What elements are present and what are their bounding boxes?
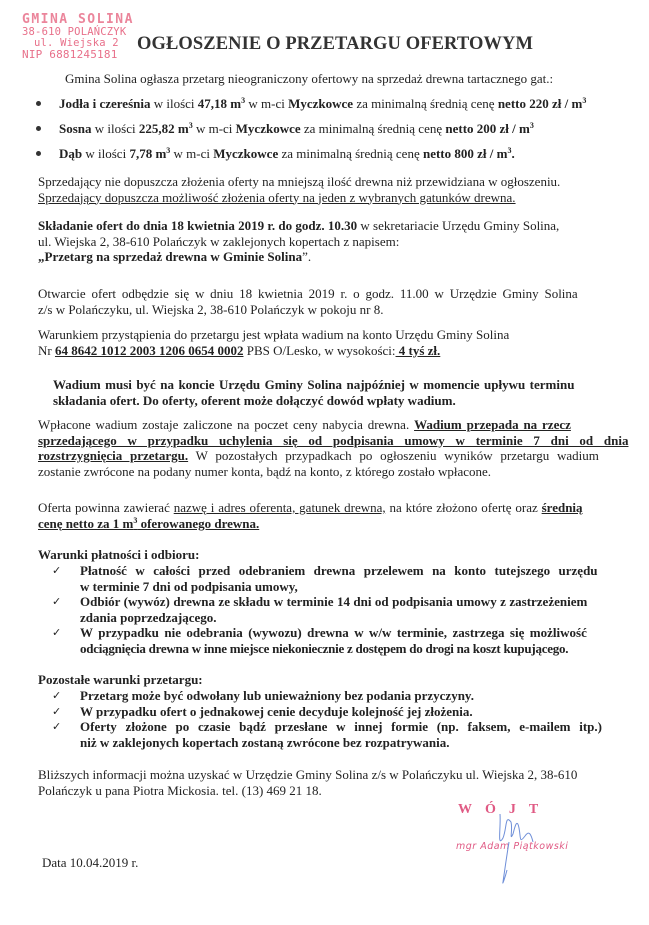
bullet-icon — [36, 126, 41, 131]
lot-item — [36, 121, 636, 146]
note-line-1: Sprzedający nie dopuszcza złożenia oferty na mniejszą ilość drewna niż przewidziana w ogłoszeniu. — [38, 174, 561, 189]
envelope-label: „Przetarg na sprzedaż drewna w Gminie Solina — [38, 249, 303, 264]
envelope-label-end: ”. — [302, 249, 312, 264]
checkmark-icon: ✓ — [52, 720, 62, 733]
signatory-name: mgr Adam Piątkowski — [456, 841, 569, 852]
lot-place: Myczkowce — [288, 96, 354, 111]
opening-line-1: Otwarcie ofert odbędzie się w dniu 18 kwietnia 2019 r. o godz. 11.00 w Urzędzie Gminy Solina — [38, 286, 578, 301]
lot-species: Dąb — [59, 146, 83, 161]
payment-item-line-2: odciągnięcia drewna w inne miejsce niekoniecznie z dostępem do drogi na koszt kupującego. — [80, 640, 569, 656]
stamp-line-4: NIP 6881245181 — [22, 48, 118, 61]
lot-price: netto 220 zł / m — [497, 96, 583, 111]
checkmark-icon: ✓ — [52, 595, 62, 608]
account-number: 64 8642 1012 2003 1206 0654 0002 — [54, 342, 244, 358]
handwritten-signature — [495, 808, 555, 888]
payment-item-line-1: W przypadku nie odebrania (wywozu) drewna w w/w terminie, zastrzega się możliwość — [80, 625, 587, 640]
other-conditions — [52, 688, 632, 750]
offer-text-2: na które złożono ofertę oraz — [385, 500, 542, 515]
note-line-2: Sprzedający dopuszcza możliwość złożenia oferty na jeden z wybranych gatunków drewna. — [38, 189, 516, 205]
offer-requirements — [38, 500, 618, 531]
deposit-section — [38, 327, 618, 358]
deposit-forfeit-3: rozstrzygnięcia przetargu. — [38, 448, 189, 463]
other-item-line-1: Przetarg może być odwołany lub unieważniony bez podania przyczyny. — [80, 688, 474, 703]
lot-species: Jodła i czereśnia — [59, 96, 151, 111]
opening-line-2: z/s w Polańczyku, ul. Wiejska 2, 38-610 Polańczyk w pokoju nr 8. — [38, 301, 384, 317]
bullet-icon — [36, 151, 41, 156]
lot-item — [36, 146, 636, 171]
document-title: OGŁOSZENIE O PRZETARGU OFERTOWYM — [137, 34, 534, 54]
other-item — [52, 719, 632, 750]
offer-bold-1: średnią — [541, 500, 583, 515]
sup: 3 — [166, 146, 171, 155]
deposit-deadline-line-2: składania ofert. Do oferty, oferent może dołączyć dowód wpłaty wadium. — [53, 392, 456, 408]
submission-deadline: Składanie ofert do dnia 18 kwietnia 2019 r. do godz. 10.30 — [38, 218, 358, 233]
sup: 3 — [507, 146, 512, 155]
deposit-deadline — [53, 377, 616, 408]
offer-text-1: Oferta powinna zawierać — [38, 500, 174, 515]
stamp-line-1: GMINA SOLINA — [22, 12, 134, 27]
deposit-rules — [38, 417, 629, 479]
payment-item-line-2: zdania poprzedzającego. — [80, 609, 217, 625]
payment-item — [52, 625, 632, 656]
document-date: Data 10.04.2019 r. — [42, 855, 139, 870]
intro-text: Gmina Solina ogłasza przetarg nieograniczony ofertowy na sprzedaż drewna tartacznego gat.: — [65, 71, 554, 86]
sup: 3 — [188, 121, 193, 130]
bullet-icon — [36, 101, 41, 106]
deposit-forfeit-1: Wadium przepada na rzecz — [414, 417, 571, 432]
payment-item — [52, 594, 632, 625]
lot-end: . — [511, 146, 515, 161]
other-item — [52, 688, 632, 704]
checkmark-icon: ✓ — [52, 626, 62, 639]
contact-line-1: Bliższych informacji można uzyskać w Urzędzie Gminy Solina z/s w Polańczyku ul. Wiejska 2, 38-610 — [38, 767, 578, 782]
submission-address: ul. Wiejska 2, 38-610 Polańczyk w zaklejonych kopertach z napisem: — [38, 233, 400, 249]
sup: 3 — [582, 96, 587, 105]
deposit-rules-text-3: W pozostałych przypadkach po ogłoszeniu wyników przetargu wadium — [188, 448, 599, 463]
lot-species: Sosna — [59, 121, 92, 136]
payment-item-line-1: Płatność w całości przed odebraniem drewna przelewem na konto tutejszego urzędu — [80, 563, 598, 578]
offer-bold-2a: cenę netto za 1 m — [38, 515, 134, 531]
office-stamp — [22, 13, 147, 61]
opening-section — [38, 286, 618, 317]
signature-stroke — [500, 814, 533, 883]
lot-qty-prefix: w ilości — [94, 121, 136, 136]
lot-qty: 47,18 m — [197, 96, 242, 111]
stamp-line-2: 38-610 POLAŃCZYK — [22, 26, 127, 38]
contact-line-2: Polańczyk u pana Piotra Mickosia. tel. (13) 469 21 18. — [38, 782, 322, 798]
lot-place: Myczkowce — [235, 121, 301, 136]
payment-item-line-2: w terminie 7 dni od podpisania umowy, — [80, 578, 298, 594]
lot-price-prefix: za minimalną średnią cenę — [281, 146, 420, 161]
checkmark-icon: ✓ — [52, 704, 62, 718]
submission-place: w sekretariacie Urzędu Gminy Solina, — [357, 218, 560, 233]
lot-qty-prefix: w ilości — [153, 96, 195, 111]
deposit-rules-text-1: Wpłacone wadium zostaje zaliczone na poczet ceny nabycia drewna. — [38, 417, 415, 432]
sup: 3 — [529, 121, 534, 130]
lot-price-prefix: za minimalną średnią cenę — [303, 121, 443, 136]
offer-underlined: nazwę i adres oferenta, gatunek drewna, — [173, 500, 386, 515]
other-item-line-2: niż w zaklejonych kopertach zostaną zwrócone bez rozpatrywania. — [80, 734, 450, 750]
checkmark-icon: ✓ — [52, 689, 62, 702]
sup: 3 — [241, 96, 246, 105]
deposit-line-1: Warunkiem przystąpienia do przetargu jest wpłata wadium na konto Urzędu Gminy Solina — [38, 327, 510, 342]
account-label: Nr — [38, 342, 55, 358]
deposit-deadline-line-1: Wadium musi być na koncie Urzędu Gminy Solina najpóźniej w momencie upływu terminu — [53, 377, 575, 392]
lot-price-prefix: za minimalną średnią cenę — [356, 96, 495, 111]
deposit-amount: 4 tyś zł. — [395, 342, 441, 358]
bank-name: PBS O/Lesko, w wysokości: — [243, 342, 396, 358]
lot-place-prefix: w m-ci — [248, 96, 285, 111]
stamp-line-3: ul. Wiejska 2 — [34, 37, 119, 49]
deposit-forfeit-2: sprzedającego w przypadku uchylenia się od podpisania umowy w terminie 7 dni od dnia — [38, 432, 629, 448]
lot-qty: 225,82 m — [138, 121, 189, 136]
payment-conditions — [52, 563, 632, 656]
other-item-line-1: Oferty złożone po czasie bądź przesłane w innej formie (np. faksem, e-mailem itp.) — [80, 719, 602, 734]
lot-place-prefix: w m-ci — [173, 146, 210, 161]
office-title-stamp: WÓJT — [458, 802, 552, 817]
other-item — [52, 704, 632, 720]
lot-qty-prefix: w ilości — [85, 146, 127, 161]
lot-price: netto 800 zł / m — [422, 146, 508, 161]
payment-item — [52, 563, 632, 594]
lot-place-prefix: w m-ci — [195, 121, 233, 136]
other-item-line-1: W przypadku ofert o jednakowej cenie decyduje kolejność jej złożenia. — [80, 703, 473, 719]
lot-qty: 7,78 m — [129, 146, 167, 161]
sup: 3 — [133, 515, 138, 525]
checkmark-icon: ✓ — [52, 564, 62, 577]
offer-bold-2b: oferowanego drewna. — [137, 515, 260, 531]
payment-heading: Warunki płatności i odbioru: — [38, 547, 200, 562]
seller-notes — [38, 174, 618, 205]
lot-item — [36, 96, 636, 121]
submission-section — [38, 218, 618, 265]
other-heading: Pozostałe warunki przetargu: — [38, 672, 203, 687]
lot-price: netto 200 zł / m — [445, 121, 530, 136]
contact-info — [38, 767, 618, 798]
lot-place: Myczkowce — [213, 146, 279, 161]
deposit-rules-line-4: zostanie zwrócone na podany numer konta, bądź na konto, z którego zostało wpłacone. — [38, 463, 492, 479]
payment-item-line-1: Odbiór (wywóz) drewna ze składu w terminie 14 dni od podpisania umowy z zastrzeżeniem — [80, 594, 588, 609]
lot-list — [36, 96, 636, 171]
